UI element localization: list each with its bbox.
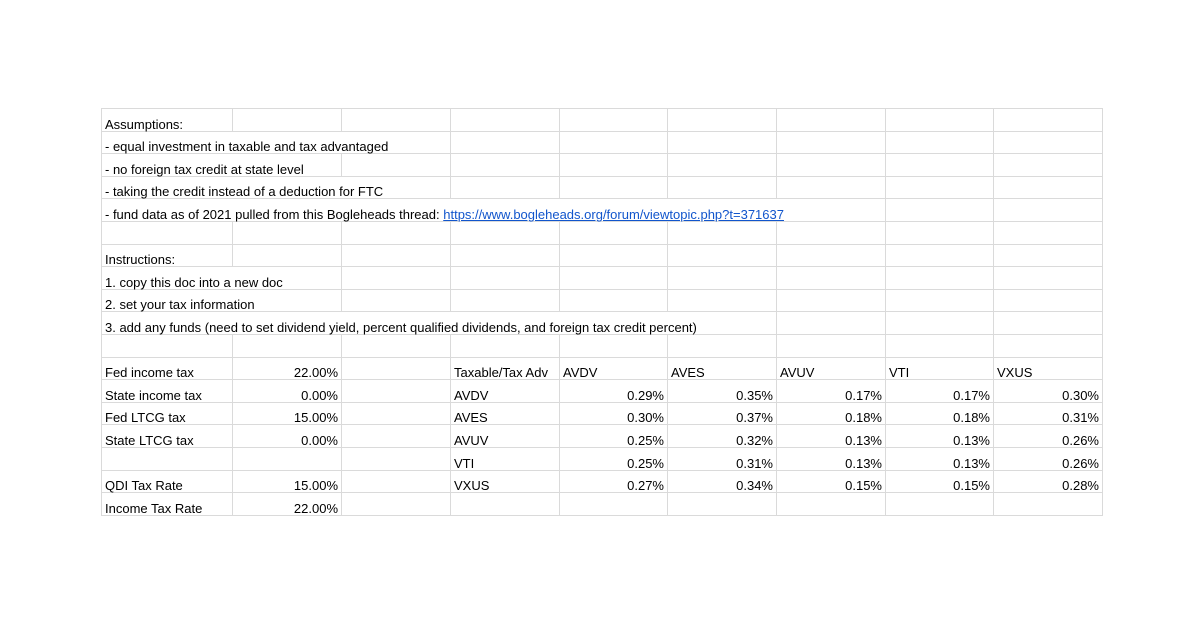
rate-value-income[interactable]: 22.00% bbox=[233, 493, 342, 516]
instructions-heading: Instructions: bbox=[102, 244, 233, 267]
matrix-cell[interactable]: 0.31% bbox=[994, 402, 1103, 425]
instruction-2: 2. set your tax information bbox=[102, 289, 342, 312]
matrix-col-avuv: AVUV bbox=[777, 357, 886, 380]
tax-value-state-income[interactable]: 0.00% bbox=[233, 380, 342, 403]
matrix-cell[interactable]: 0.35% bbox=[668, 380, 777, 403]
matrix-cell[interactable]: 0.27% bbox=[560, 470, 668, 493]
matrix-cell[interactable]: 0.37% bbox=[668, 402, 777, 425]
bogleheads-thread-link[interactable]: https://www.bogleheads.org/forum/viewtopic.php?t=371637 bbox=[443, 206, 784, 222]
matrix-cell[interactable]: 0.29% bbox=[560, 380, 668, 403]
tax-label-state-income: State income tax bbox=[102, 380, 233, 403]
matrix-cell[interactable]: 0.17% bbox=[886, 380, 994, 403]
matrix-cell[interactable]: 0.15% bbox=[886, 470, 994, 493]
matrix-row-label: AVUV bbox=[451, 425, 560, 448]
assumptions-heading: Assumptions: bbox=[102, 109, 233, 132]
assumption-4 bbox=[102, 199, 886, 222]
matrix-cell[interactable]: 0.30% bbox=[560, 402, 668, 425]
matrix-cell[interactable]: 0.26% bbox=[994, 447, 1103, 470]
matrix-cell[interactable]: 0.32% bbox=[668, 425, 777, 448]
rate-label-qdi: QDI Tax Rate bbox=[102, 470, 233, 493]
matrix-cell[interactable]: 0.17% bbox=[777, 380, 886, 403]
tax-value-fed-ltcg[interactable]: 15.00% bbox=[233, 402, 342, 425]
tax-label-fed-income: Fed income tax bbox=[102, 357, 233, 380]
spreadsheet-grid bbox=[101, 108, 1103, 516]
matrix-col-avdv: AVDV bbox=[560, 357, 668, 380]
tax-label-fed-ltcg: Fed LTCG tax bbox=[102, 402, 233, 425]
matrix-cell[interactable]: 0.13% bbox=[886, 447, 994, 470]
matrix-cell[interactable]: 0.30% bbox=[994, 380, 1103, 403]
rate-value-qdi[interactable]: 15.00% bbox=[233, 470, 342, 493]
matrix-row-label: VTI bbox=[451, 447, 560, 470]
matrix-cell[interactable]: 0.26% bbox=[994, 425, 1103, 448]
matrix-cell[interactable]: 0.34% bbox=[668, 470, 777, 493]
matrix-cell[interactable]: 0.15% bbox=[777, 470, 886, 493]
instruction-3: 3. add any funds (need to set dividend yield, percent qualified dividends, and foreign tax credit percent) bbox=[102, 312, 777, 335]
matrix-cell[interactable]: 0.25% bbox=[560, 447, 668, 470]
assumption-2: - no foreign tax credit at state level bbox=[102, 154, 342, 177]
matrix-col-vxus: VXUS bbox=[994, 357, 1103, 380]
tax-value-state-ltcg[interactable]: 0.00% bbox=[233, 425, 342, 448]
matrix-row-label: AVES bbox=[451, 402, 560, 425]
rate-label-income: Income Tax Rate bbox=[102, 493, 233, 516]
instruction-1: 1. copy this doc into a new doc bbox=[102, 267, 342, 290]
matrix-cell[interactable]: 0.25% bbox=[560, 425, 668, 448]
matrix-cell[interactable]: 0.31% bbox=[668, 447, 777, 470]
matrix-cell[interactable]: 0.13% bbox=[777, 425, 886, 448]
tax-value-fed-income[interactable]: 22.00% bbox=[233, 357, 342, 380]
matrix-cell[interactable]: 0.13% bbox=[777, 447, 886, 470]
matrix-corner-label: Taxable/Tax Adv bbox=[451, 357, 560, 380]
assumption-4-text: - fund data as of 2021 pulled from this Bogleheads thread: bbox=[105, 206, 444, 222]
matrix-cell[interactable]: 0.28% bbox=[994, 470, 1103, 493]
matrix-cell[interactable]: 0.18% bbox=[886, 402, 994, 425]
assumption-1: - equal investment in taxable and tax advantaged bbox=[102, 131, 451, 154]
assumption-3: - taking the credit instead of a deduction for FTC bbox=[102, 176, 451, 199]
matrix-col-vti: VTI bbox=[886, 357, 994, 380]
tax-label-state-ltcg: State LTCG tax bbox=[102, 425, 233, 448]
matrix-cell[interactable]: 0.13% bbox=[886, 425, 994, 448]
matrix-row-label: VXUS bbox=[451, 470, 560, 493]
matrix-cell[interactable]: 0.18% bbox=[777, 402, 886, 425]
matrix-row-label: AVDV bbox=[451, 380, 560, 403]
matrix-col-aves: AVES bbox=[668, 357, 777, 380]
